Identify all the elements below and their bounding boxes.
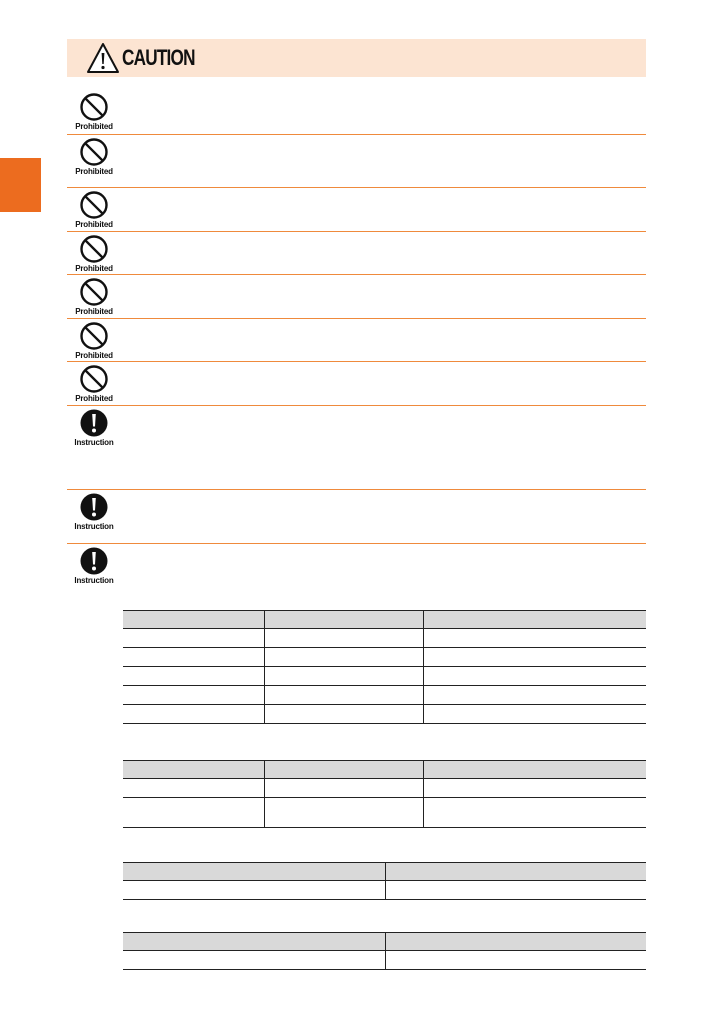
instruction-label: Instruction	[74, 522, 114, 531]
prohibited-icon	[79, 190, 109, 220]
table-header-row	[123, 761, 646, 779]
precaution-row	[67, 135, 646, 188]
instruction-symbol	[70, 492, 118, 531]
instruction-label: Instruction	[74, 576, 114, 585]
prohibited-label: Prohibited	[75, 122, 113, 131]
table-header-row	[123, 933, 646, 951]
instruction-label: Instruction	[74, 438, 114, 447]
precaution-list	[67, 90, 646, 588]
prohibited-symbol	[70, 321, 118, 360]
precaution-row	[67, 275, 646, 319]
prohibited-symbol	[70, 137, 118, 176]
table-row	[123, 779, 646, 798]
prohibited-label: Prohibited	[75, 351, 113, 360]
precaution-row	[67, 490, 646, 544]
precaution-row	[67, 362, 646, 406]
prohibited-symbol	[70, 92, 118, 131]
precaution-row	[67, 406, 646, 490]
prohibited-label: Prohibited	[75, 167, 113, 176]
instruction-symbol	[70, 408, 118, 447]
prohibited-icon	[79, 321, 109, 351]
prohibited-label: Prohibited	[75, 264, 113, 273]
table-row	[123, 705, 646, 724]
precaution-row	[67, 188, 646, 232]
table-row	[123, 951, 646, 970]
precaution-row	[67, 232, 646, 275]
section-tab	[0, 158, 41, 212]
table-header-row	[123, 863, 646, 881]
material-table-3	[123, 862, 646, 900]
table-row	[123, 798, 646, 828]
precaution-row	[67, 319, 646, 362]
table-row	[123, 686, 646, 705]
table-header-row	[123, 611, 646, 629]
material-table-2	[123, 760, 646, 828]
prohibited-icon	[79, 364, 109, 394]
prohibited-label: Prohibited	[75, 307, 113, 316]
prohibited-icon	[79, 137, 109, 167]
caution-banner	[67, 39, 646, 77]
warning-triangle-icon	[86, 42, 120, 79]
precaution-row	[67, 90, 646, 135]
instruction-symbol	[70, 546, 118, 585]
caution-title: CAUTION	[122, 45, 195, 70]
instruction-icon	[79, 492, 109, 522]
prohibited-icon	[79, 234, 109, 264]
prohibited-label: Prohibited	[75, 394, 113, 403]
material-table-1	[123, 610, 646, 724]
prohibited-icon	[79, 92, 109, 122]
table-row	[123, 629, 646, 648]
instruction-icon	[79, 546, 109, 576]
material-table-4	[123, 932, 646, 970]
prohibited-label: Prohibited	[75, 220, 113, 229]
prohibited-symbol	[70, 190, 118, 229]
table-row	[123, 881, 646, 900]
prohibited-symbol	[70, 234, 118, 273]
prohibited-symbol	[70, 364, 118, 403]
prohibited-icon	[79, 277, 109, 307]
table-row	[123, 667, 646, 686]
prohibited-symbol	[70, 277, 118, 316]
table-row	[123, 648, 646, 667]
precaution-row	[67, 544, 646, 588]
instruction-icon	[79, 408, 109, 438]
